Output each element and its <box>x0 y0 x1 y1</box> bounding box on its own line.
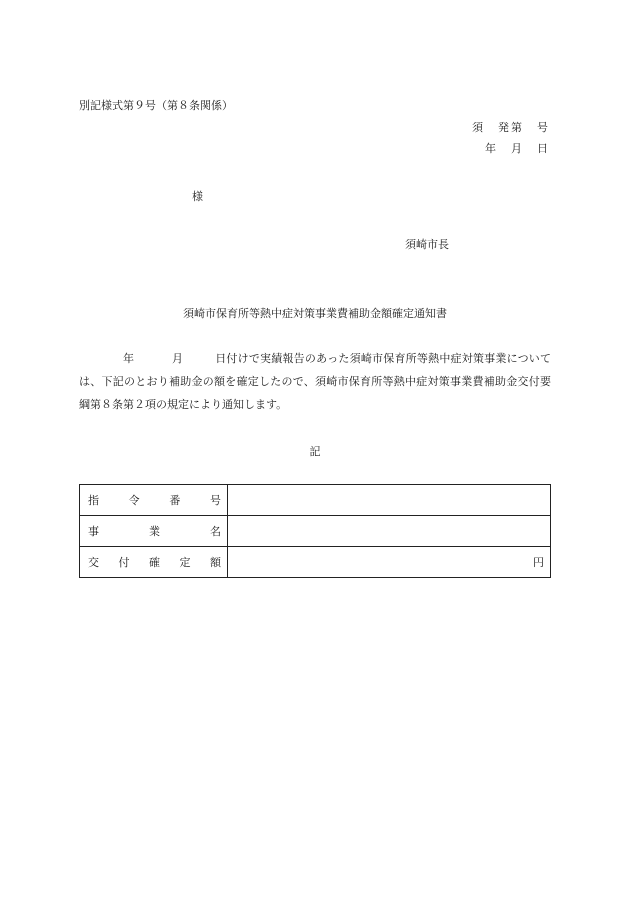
project-name-value[interactable] <box>228 516 551 547</box>
form-label: 別記様式第９号（第８条関係） <box>79 99 233 112</box>
body-paragraph: 日付けで実績報告のあった須崎市保育所等熱中症対策事業については、下記のとおり補助金の額を確定したので、須崎市保育所等熱中症対策事業費補助金交付要綱第８条第２項の規定により通知します。 <box>79 352 551 411</box>
ki-label: 記 <box>309 445 321 458</box>
label-char: 指 <box>88 494 99 507</box>
sender-name: 須崎市長 <box>405 238 449 251</box>
label-char: 確 <box>149 556 160 569</box>
table-row <box>80 547 551 578</box>
label-char: 定 <box>179 556 191 569</box>
document-number: 須 発第 号 <box>472 121 550 134</box>
label-char: 号 <box>209 494 221 507</box>
label-char: 令 <box>128 494 140 507</box>
document-date: 年 月 日 <box>485 142 550 155</box>
grant-amount-value[interactable]: 円 <box>228 547 551 578</box>
table-label-cell <box>80 485 228 516</box>
info-table <box>79 484 551 578</box>
label-char: 交 <box>88 556 99 569</box>
label-char: 名 <box>210 525 221 538</box>
recipient-salutation: 様 <box>192 190 203 203</box>
body-year-label: 年 <box>123 352 134 365</box>
body-text <box>79 347 551 416</box>
body-month-label: 月 <box>172 352 183 365</box>
table-label-cell <box>80 547 228 578</box>
table-row <box>80 485 551 516</box>
table-label-cell <box>80 516 228 547</box>
label-char: 番 <box>169 494 181 507</box>
label-char: 事 <box>88 525 99 538</box>
table-row <box>80 516 551 547</box>
label-char: 額 <box>210 556 221 569</box>
instruction-number-value[interactable] <box>228 485 551 516</box>
label-char: 業 <box>149 525 160 538</box>
label-char: 付 <box>118 556 130 569</box>
document-title: 須崎市保育所等熱中症対策事業費補助金額確定通知書 <box>183 307 447 320</box>
